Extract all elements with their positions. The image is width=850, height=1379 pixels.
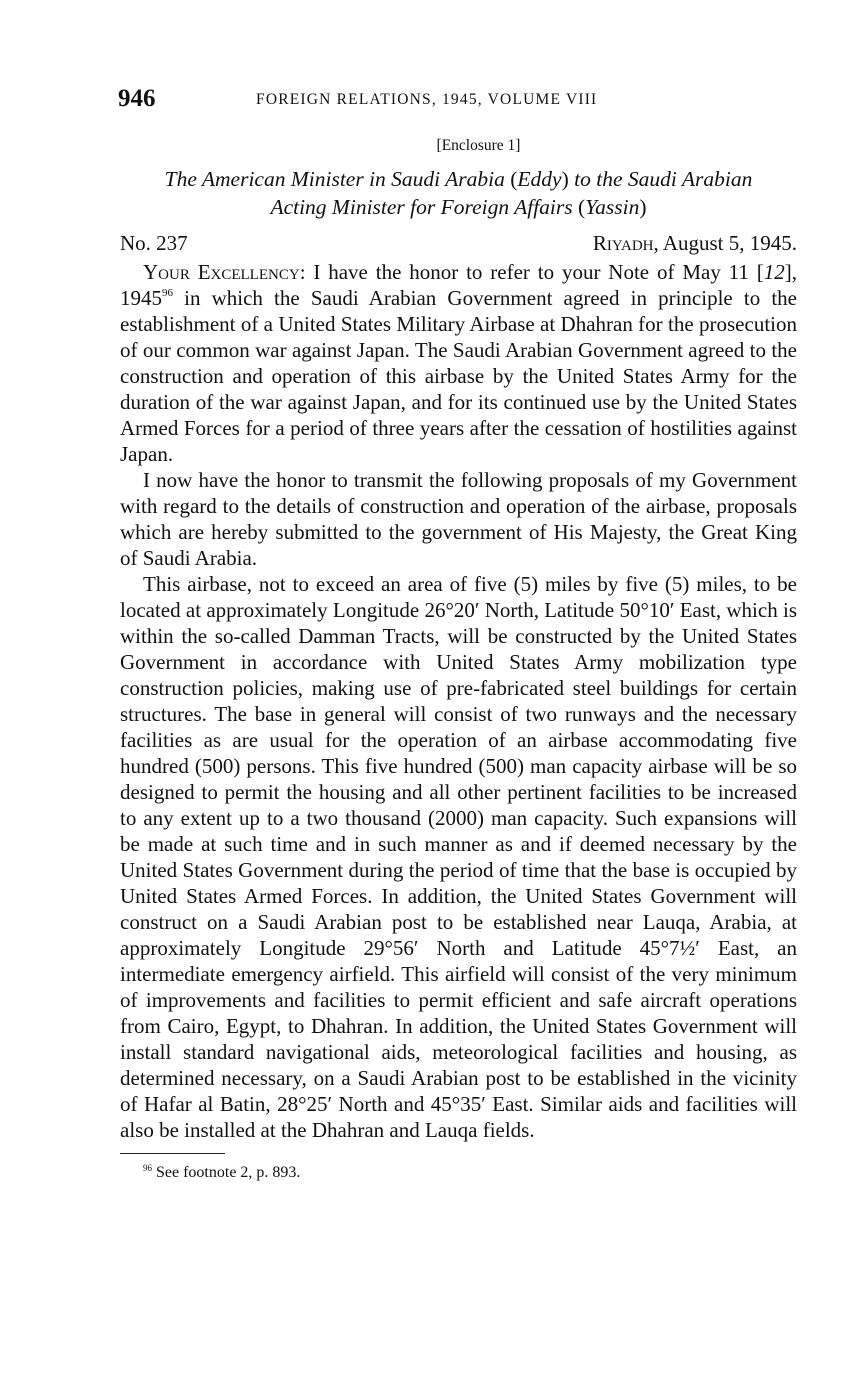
footnote <box>120 1164 797 1182</box>
dateline <box>120 231 797 259</box>
note-number: No. 237 <box>120 231 188 255</box>
title-part-2: to the Saudi Arabian <box>568 167 753 191</box>
title-paren-close-2: ) <box>639 195 647 219</box>
title-paren-open-1: ( <box>510 167 518 191</box>
paragraph-1-text-c: in which the Saudi Arabian Government agreed in principle to the establishment of a United States Military Airbase at Dhahran for the prosecution of our common war against Japan. The Saudi Arabian Government agreed to the construction and operation of this airbase by the United States Army for the duration of the war against Japan, and for its continued use by the United States Armed Forces for a period of three years after the cessation of hostilities against Japan. <box>120 286 797 466</box>
footnote-marker: 96 <box>143 1163 152 1173</box>
title-line-2 <box>120 193 797 221</box>
enclosure-label: [Enclosure 1] <box>436 137 521 154</box>
footnote-text: See footnote 2, p. 893. <box>152 1164 301 1181</box>
title-line-1 <box>120 165 797 193</box>
title-name-1: Eddy <box>517 167 562 191</box>
paragraph-1-text-b: ], 1945 <box>120 260 798 310</box>
footnote-reference[interactable]: 96 <box>162 287 173 299</box>
running-title: FOREIGN RELATIONS, 1945, VOLUME VIII <box>256 91 598 108</box>
running-head <box>120 85 797 119</box>
date-correction: 12 <box>763 260 785 284</box>
date: , August 5, 1945. <box>653 231 797 255</box>
title-paren-close-1: ) <box>561 167 569 191</box>
document-title <box>120 165 797 221</box>
title-part-3: Acting Minister for Foreign Affairs <box>270 195 578 219</box>
paragraph-2: I now have the honor to transmit the following proposals of my Government with regard to the details of construction and operation of the airbase, proposals which are hereby submitted to the government of His Majesty, the Great King of Saudi Arabia. <box>120 468 797 570</box>
place: Riyadh <box>592 231 654 255</box>
footnote-divider <box>120 1153 225 1154</box>
paragraph-1-text-a: : I have the honor to refer to your Note of May 11 [ <box>299 260 764 284</box>
page-number: 946 <box>118 85 156 112</box>
paragraph-3: This airbase, not to exceed an area of five (5) miles by five (5) miles, to be located at approximately Longitude 26°20′ North, Latitude 50°10′ East, which is within the so-called Damman Tracts, will be constructed by the United States Government in accordance with United States Army mobilization type construction policies, making use of pre-fabricated steel buildings for certain structures. The base in general will consist of two runways and the necessary facilities as are usual for the operation of an airbase accommodating five hundred (500) persons. This five hundred (500) man capacity airbase will be so designed to permit the housing and all other pertinent facilities to be increased to any extent up to a two thousand (2000) man capacity. Such expansions will be made at such time and in such manner as and if deemed necessary by the United States Government during the period of time that the base is occupied by United States Armed Forces. In addition, the United States Government will construct on a Saudi Arabian post to be established near Lauqa, Arabia, at approximately Longitude 29°56′ North and Latitude 45°7½′ East, an intermediate emergency airfield. This airfield will consist of the very minimum of improvements and facilities to permit efficient and safe aircraft operations from Cairo, Egypt, to Dhahran. In addition, the United States Government will install standard navigational aids, meteorological facilities and housing, as determined necessary, on a Saudi Arabian post to be established in the vicinity of Hafar al Batin, 28°25′ North and 45°35′ East. Similar aids and facilities will also be installed at the Dhahran and Lauqa fields. <box>120 572 797 1142</box>
title-part-1: The American Minister in Saudi Arabia <box>164 167 511 191</box>
document-page <box>120 85 797 1182</box>
paragraph-1 <box>120 259 797 467</box>
place-date <box>593 231 797 259</box>
title-paren-open-2: ( <box>578 195 586 219</box>
salutation: Your Excellency <box>143 260 300 284</box>
title-name-2: Yassin <box>585 195 640 219</box>
